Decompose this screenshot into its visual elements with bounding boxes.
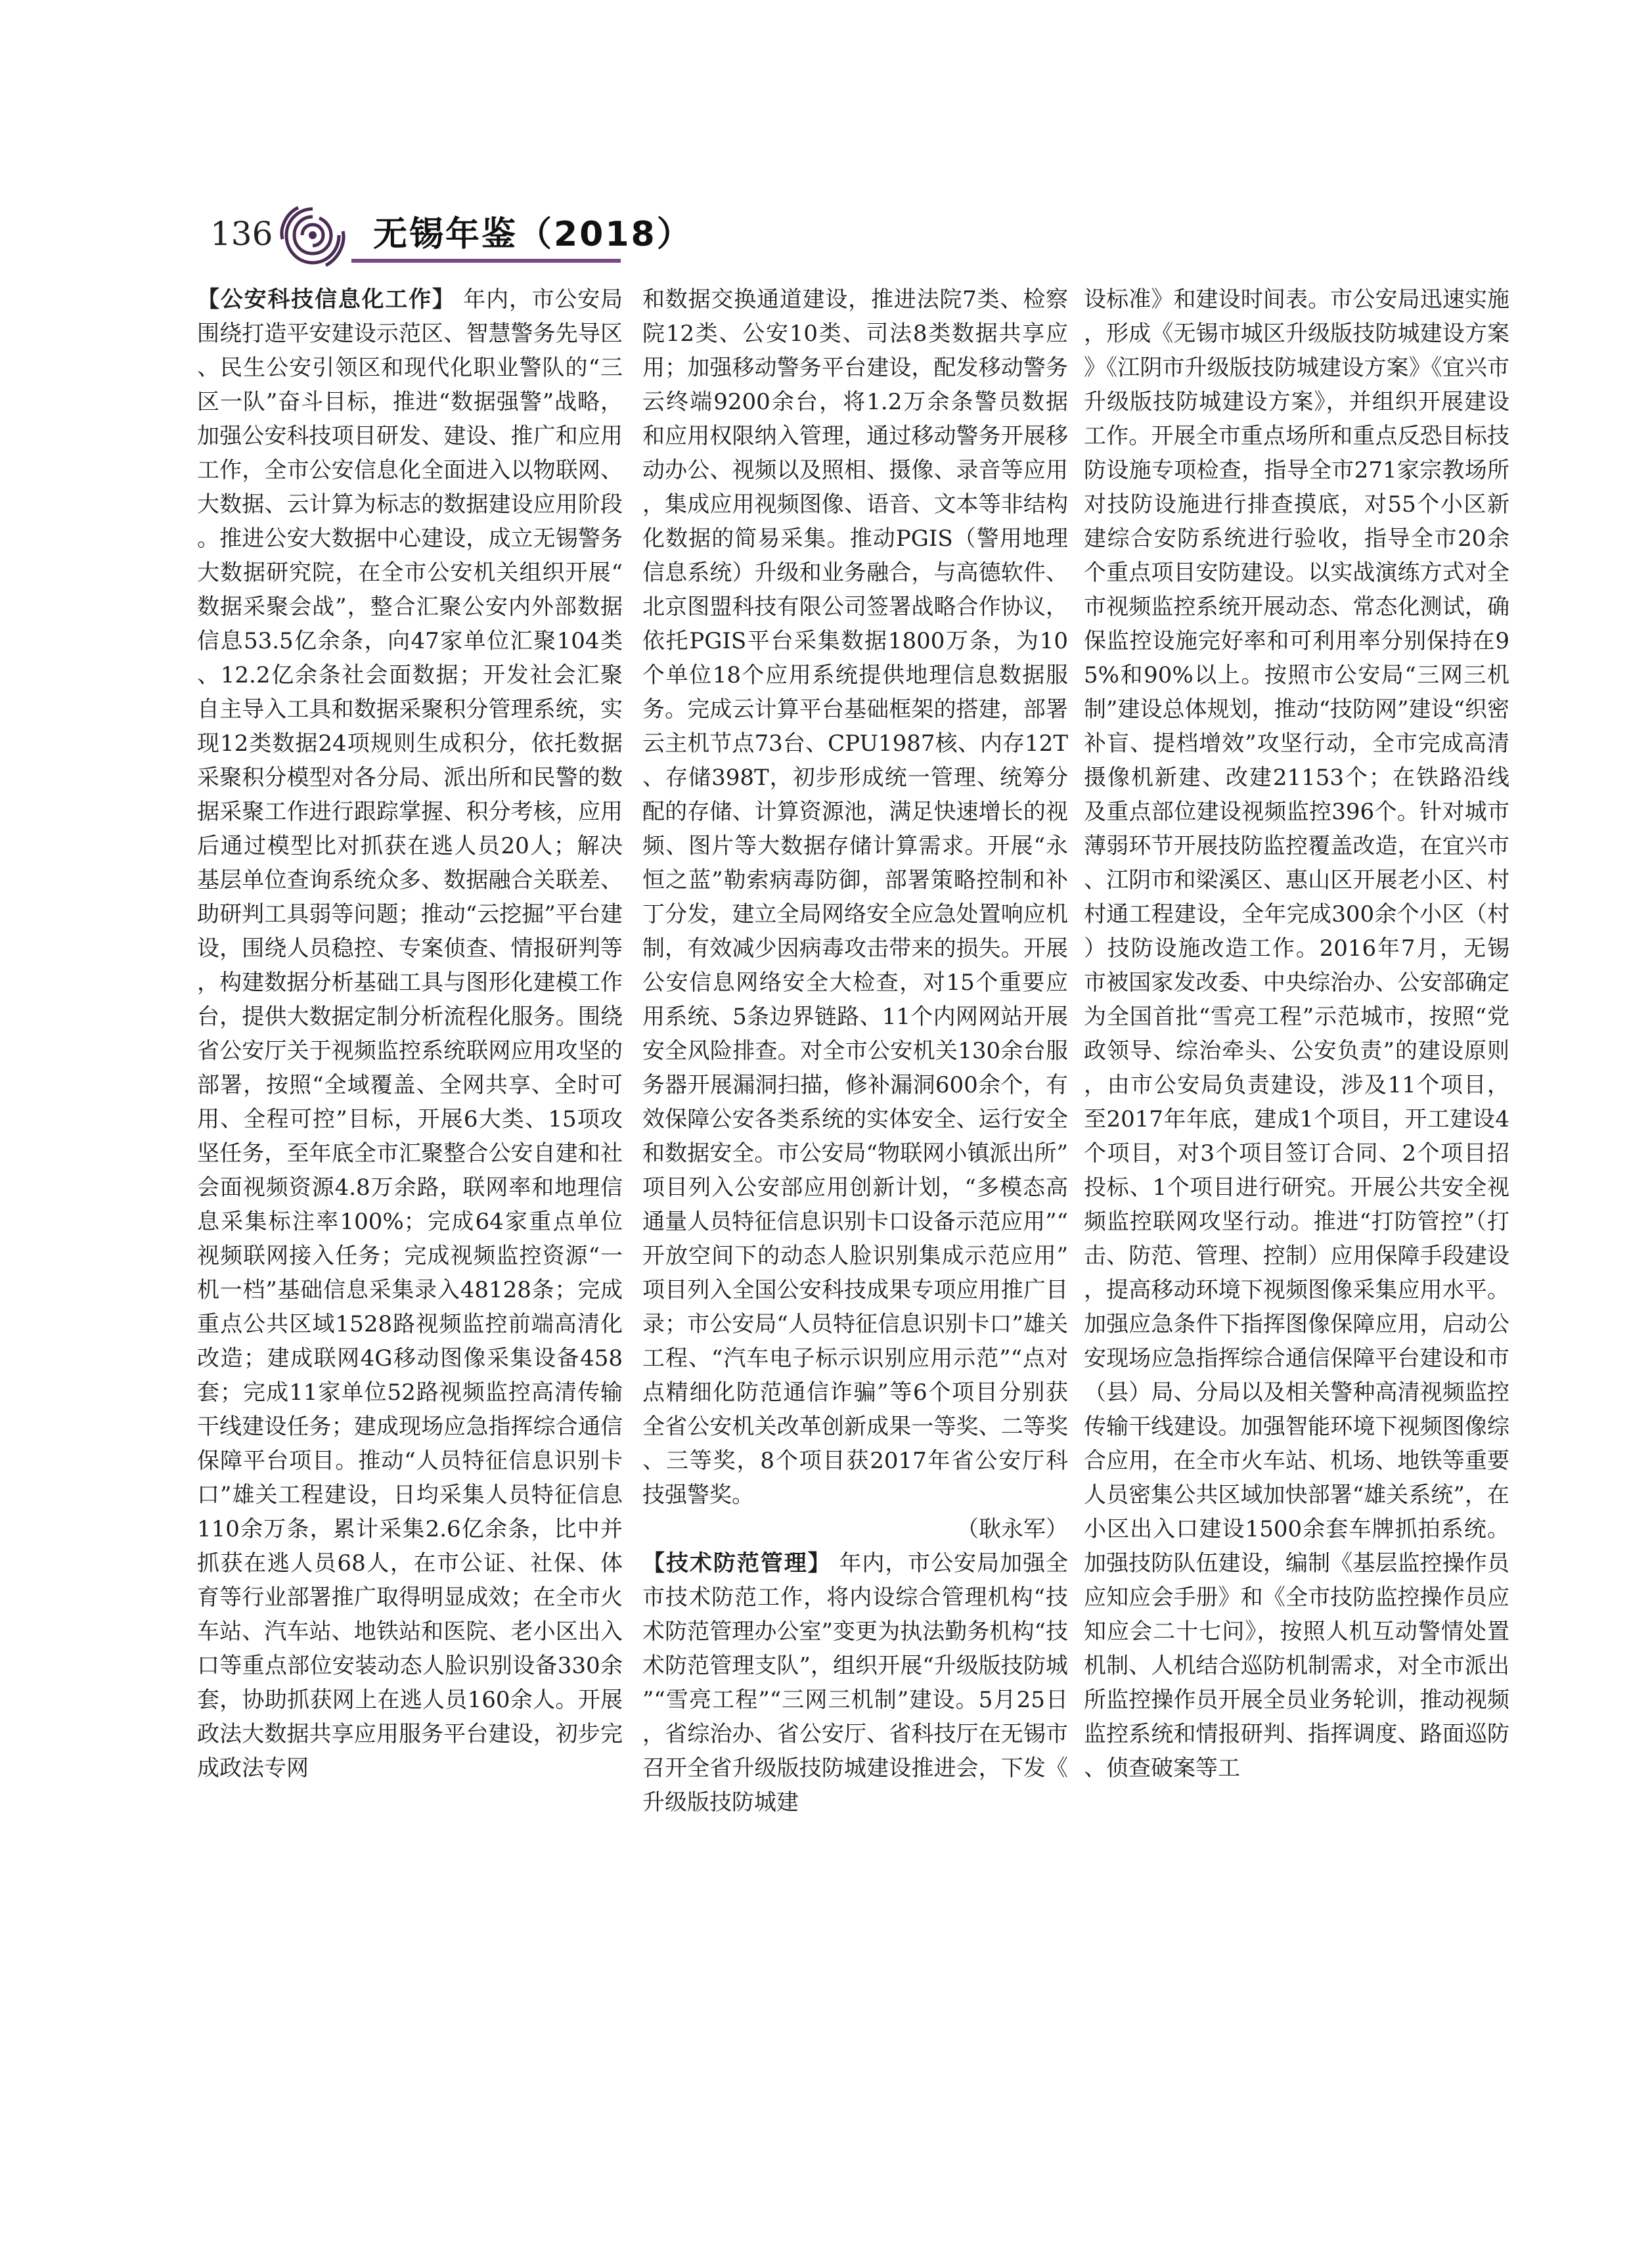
body-text: 年内，市公安局围绕打造平安建设示范区、智慧警务先导区、民生公安引领区和现代化职业警队的“三区一队”奋斗目标，推进“数据强警”战略，加强公安科技项目研发、建设、推广和应用工作，全市公安信息化全面进入以物联网、大数据、云计算为标志的数据建设应用阶段。推进公安大数据中心建设，成立无锡警务大数据研究院，在全市公安机关组织开展“数据采聚会战”，整合汇聚公安内外部数据信息53.5亿余条，向47家单位汇聚104类、12.2亿余条社会面数据；开发社会汇聚自主导入工具和数据采聚积分管理系统，实现12类数据24项规则生成积分，依托数据采聚积分模型对各分局、派出所和民警的数据采聚工作进行跟踪掌握、积分考核，应用后通过模型比对抓获在逃人员20人；解决基层单位查询系统众多、数据融合关联差、助研判工具弱等问题；推动“云挖掘”平台建设，围绕人员稳控、专案侦查、情报研判等，构建数据分析基础工具与图形化建模工作台，提供大数据定制分析流程化服务。围绕省公安厅关于视频监控系统联网应用攻坚的部署，按照“全域覆盖、全网共享、全时可用、全程可控”目标，开展6大类、15项攻坚任务，至年底全市汇聚整合公安自建和社会面视频资源4.8万余路，联网率和地理信息采集标注率100%；完成64家重点单位视频联网接入任务；完成视频监控资源“一机一档”基础信息采集录入48128条；完成重点公共区域1528路视频监控前端高清化改造；建成联网4G移动图像采集设备458套；完成11家单位52路视频监控高清传输干线建设任务；建成现场应急指挥综合通信保障平台项目。推动“人员特征信息识别卡口”雄关工程建设，日均采集人员特征信息110余万条，累计采集2.6亿余条，比中并抓获在逃人员68人，在市公证、社保、体育等行业部署推广取得明显成效；在全市火车站、汽车站、地铁站和医院、老小区出入口等重点部位安装动态人脸识别设备330余套，协助抓获网上在逃人员160余人。开展政法大数据共享应用服务平台建设，初步完成政法专网 [197,286,623,1781]
page-number: 136 [210,215,273,253]
text-column-1 [197,282,623,2095]
book-title: 无锡年鉴（2018） [373,215,693,254]
paragraph [642,282,1068,1512]
section-heading-public-security-it: 【公安科技信息化工作】 [197,286,456,313]
wuxi-yearbook-emblem-icon [276,202,349,271]
paragraph [1084,282,1509,1785]
author-credit: （耿永军） [956,1516,1068,1542]
paragraph [642,1546,1068,1820]
page-header [0,0,1652,263]
header-rule [351,259,621,263]
body-text: 设标准》和建设时间表。市公安局迅速实施，形成《无锡市城区升级版技防城建设方案》《江阴市升级版技防城建设方案》《宜兴市升级版技防城建设方案》，并组织开展建设工作。开展全市重点场所和重点反恐目标技防设施专项检查，指导全市271家宗教场所对技防设施进行排查摸底，对55个小区新建综合安防系统进行验收，指导全市20余个重点项目安防建设。以实战演练方式对全市视频监控系统开展动态、常态化测试，确保监控设施完好率和可利用率分别保持在95%和90%以上。按照市公安局“三网三机制”建设总体规划，推动“技防网”建设“织密补盲、提档增效”攻坚行动，全市完成高清摄像机新建、改建21153个；在铁路沿线及重点部位建设视频监控396个。针对城市薄弱环节开展技防监控覆盖改造，在宜兴市、江阴市和梁溪区、惠山区开展老小区、村村通工程建设，全年完成300余个小区（村）技防设施改造工作。2016年7月，无锡市被国家发改委、中央综治办、公安部确定为全国首批“雪亮工程”示范城市，按照“党政领导、综治牵头、公安负责”的建设原则，由市公安局负责建设，涉及11个项目，至2017年年底，建成1个项目，开工建设4个项目，对3个项目签订合同、2个项目招投标、1个项目进行研究。开展公共安全视频监控联网攻坚行动。推进“打防管控”（打击、防范、管理、控制）应用保障手段建设，提高移动环境下视频图像采集应用水平。加强应急条件下指挥图像保障应用，启动公安现场应急指挥综合通信保障平台建设和市（县）局、分局以及相关警种高清视频监控传输干线建设。加强智能环境下视频图像综合应用，在全市火车站、机场、地铁等重要人员密集公共区域加快部署“雄关系统”，在小区出入口建设1500余套车牌抓拍系统。加强技防队伍建设，编制《基层监控操作员应知应会手册》和《全市技防监控操作员应知应会二十七问》，按照人机互动警情处置机制、人机结合巡防机制需求，对全市派出所监控操作员开展全员业务轮训，推动视频监控系统和情报研判、指挥调度、路面巡防、侦查破案等工 [1084,286,1509,1781]
section-heading-tech-prevention: 【技术防范管理】 [642,1550,832,1576]
text-column-3 [1084,282,1509,2095]
body-text: 年内，市公安局加强全市技术防范工作，将内设综合管理机构“技术防范管理办公室”变更为执法勤务机构“技术防范管理支队”，组织开展“升级版技防城”“雪亮工程”“三网三机制”建设。5月25日，省综治办、省公安厅、省科技厅在无锡市召开全省升级版技防城建设推进会，下发《升级版技防城建 [642,1550,1068,1816]
paragraph [197,282,623,1785]
body-text: 和数据交换通道建设，推进法院7类、检察院12类、公安10类、司法8类数据共享应用；加强移动警务平台建设，配发移动警务云终端9200余台，将1.2万余条警员数据和应用权限纳入管理，通过移动警务开展移动办公、视频以及照相、摄像、录音等应用，集成应用视频图像、语音、文本等非结构化数据的简易采集。推动PGIS（警用地理信息系统）升级和业务融合，与高德软件、北京图盟科技有限公司签署战略合作协议，依托PGIS平台采集数据1800万条，为10个单位18个应用系统提供地理信息数据服务。完成云计算平台基础框架的搭建，部署云主机节点73台、CPU1987核、内存12T、存储398T，初步形成统一管理、统筹分配的存储、计算资源池，满足快速增长的视频、图片等大数据存储计算需求。开展“永恒之蓝”勒索病毒防御，部署策略控制和补丁分发，建立全局网络安全应急处置响应机制，有效减少因病毒攻击带来的损失。开展公安信息网络安全大检查，对15个重要应用系统、5条边界链路、11个内网网站开展安全风险排查。对全市公安机关130余台服务器开展漏洞扫描，修补漏洞600余个，有效保障公安各类系统的实体安全、运行安全和数据安全。市公安局“物联网小镇派出所”项目列入公安部应用创新计划，“多模态高通量人员特征信息识别卡口设备示范应用”“开放空间下的动态人脸识别集成示范应用”项目列入全国公安科技成果专项应用推广目录；市公安局“人员特征信息识别卡口”雄关工程、“汽车电子标示识别应用示范”“点对点精细化防范通信诈骗”等6个项目分别获全省公安机关改革创新成果一等奖、二等奖、三等奖，8个项目获2017年省公安厅科技强警奖。 [642,286,1068,1508]
text-column-2 [642,282,1068,2095]
